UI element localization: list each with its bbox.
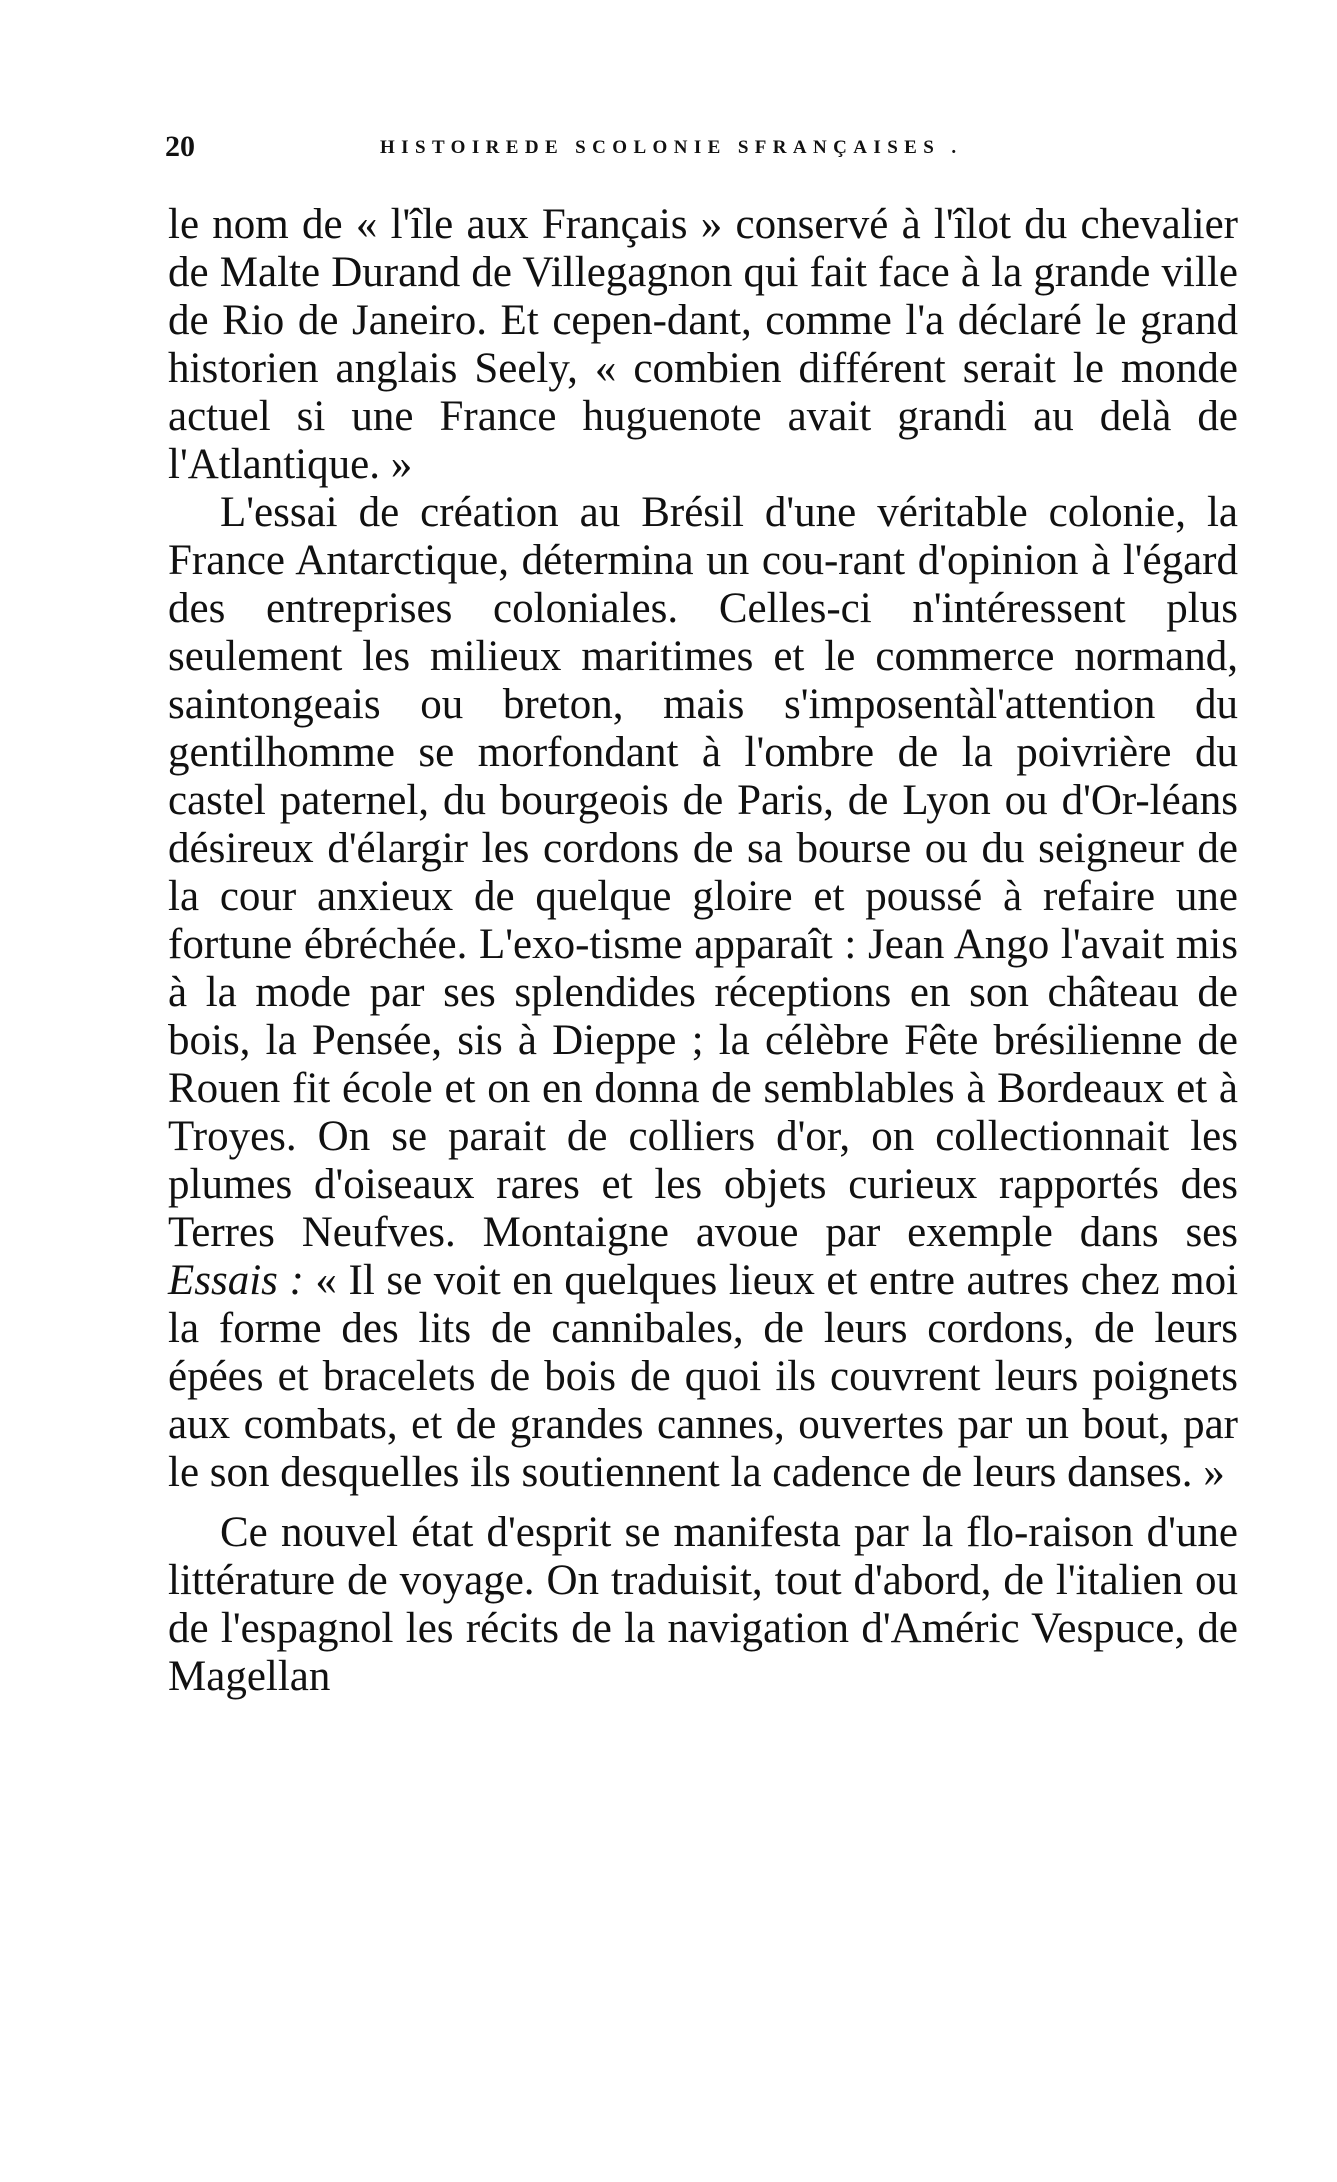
paragraph-2: [168, 489, 1238, 1497]
essais-title: Essais :: [168, 1257, 304, 1304]
page-header: [165, 130, 1245, 170]
running-title: HISTOIREDE SCOLONIE SFRANÇAISES .: [380, 137, 963, 158]
paragraph-1: le nom de « l'île aux Français » conservé à l'îlot du chevalier de Malte Durand de Villegagnon qui fait face à la grande ville de Rio de Janeiro. Et cepen-dant, comme l'a déclaré le grand historien anglais Seely, « combien différent serait le monde actuel si une France huguenote avait grandi au delà de l'Atlantique. »: [168, 201, 1238, 488]
page-number: 20: [165, 130, 195, 163]
paragraph-2-text: L'essai de création au Brésil d'une véritable colonie, la France Antarctique, détermina un cou-rant d'opinion à l'égard des entreprises coloniales. Celles-ci n'intéressent plus seulement les milieux maritimes et le commerce normand, saintongeais ou breton, mais s'imposentàl'attention du gentilhomme se morfondant à l'ombre de la poivrière du castel paternel, du bourgeois de Paris, de Lyon ou d'Or-léans désireux d'élargir les cordons de sa bourse ou du seigneur de la cour anxieux de quelque gloire et poussé à refaire une fortune ébréchée. L'exo-tisme apparaît : Jean Ango l'avait mis à la mode par ses splendides réceptions en son château de bois, la Pensée, sis à Dieppe ; la célèbre Fête brésilienne de Rouen fit école et on en donna de semblables à Bordeaux et à Troyes. On se parait de colliers d'or, on collectionnait les plumes d'oiseaux rares et les objets curieux rapportés des Terres Neufves. Montaigne avoue par exemple dans ses: [168, 489, 1238, 1256]
paragraph-3: Ce nouvel état d'esprit se manifesta par la flo-raison d'une littérature de voyage. On traduisit, tout d'abord, de l'italien ou de l'espagnol les récits de la navigation d'Améric Vespuce, de Magellan: [168, 1509, 1238, 1700]
body-text: [168, 201, 1238, 1701]
montaigne-quote: « Il se voit en quelques lieux et entre autres chez moi la forme des lits de cannibales, de leurs cordons, de leurs épées et bracelets de bois de quoi ils couvrent leurs poignets aux combats, et de grandes cannes, ouvertes par un bout, par le son desquelles ils soutiennent la cadence de leurs danses. »: [168, 1257, 1239, 1496]
